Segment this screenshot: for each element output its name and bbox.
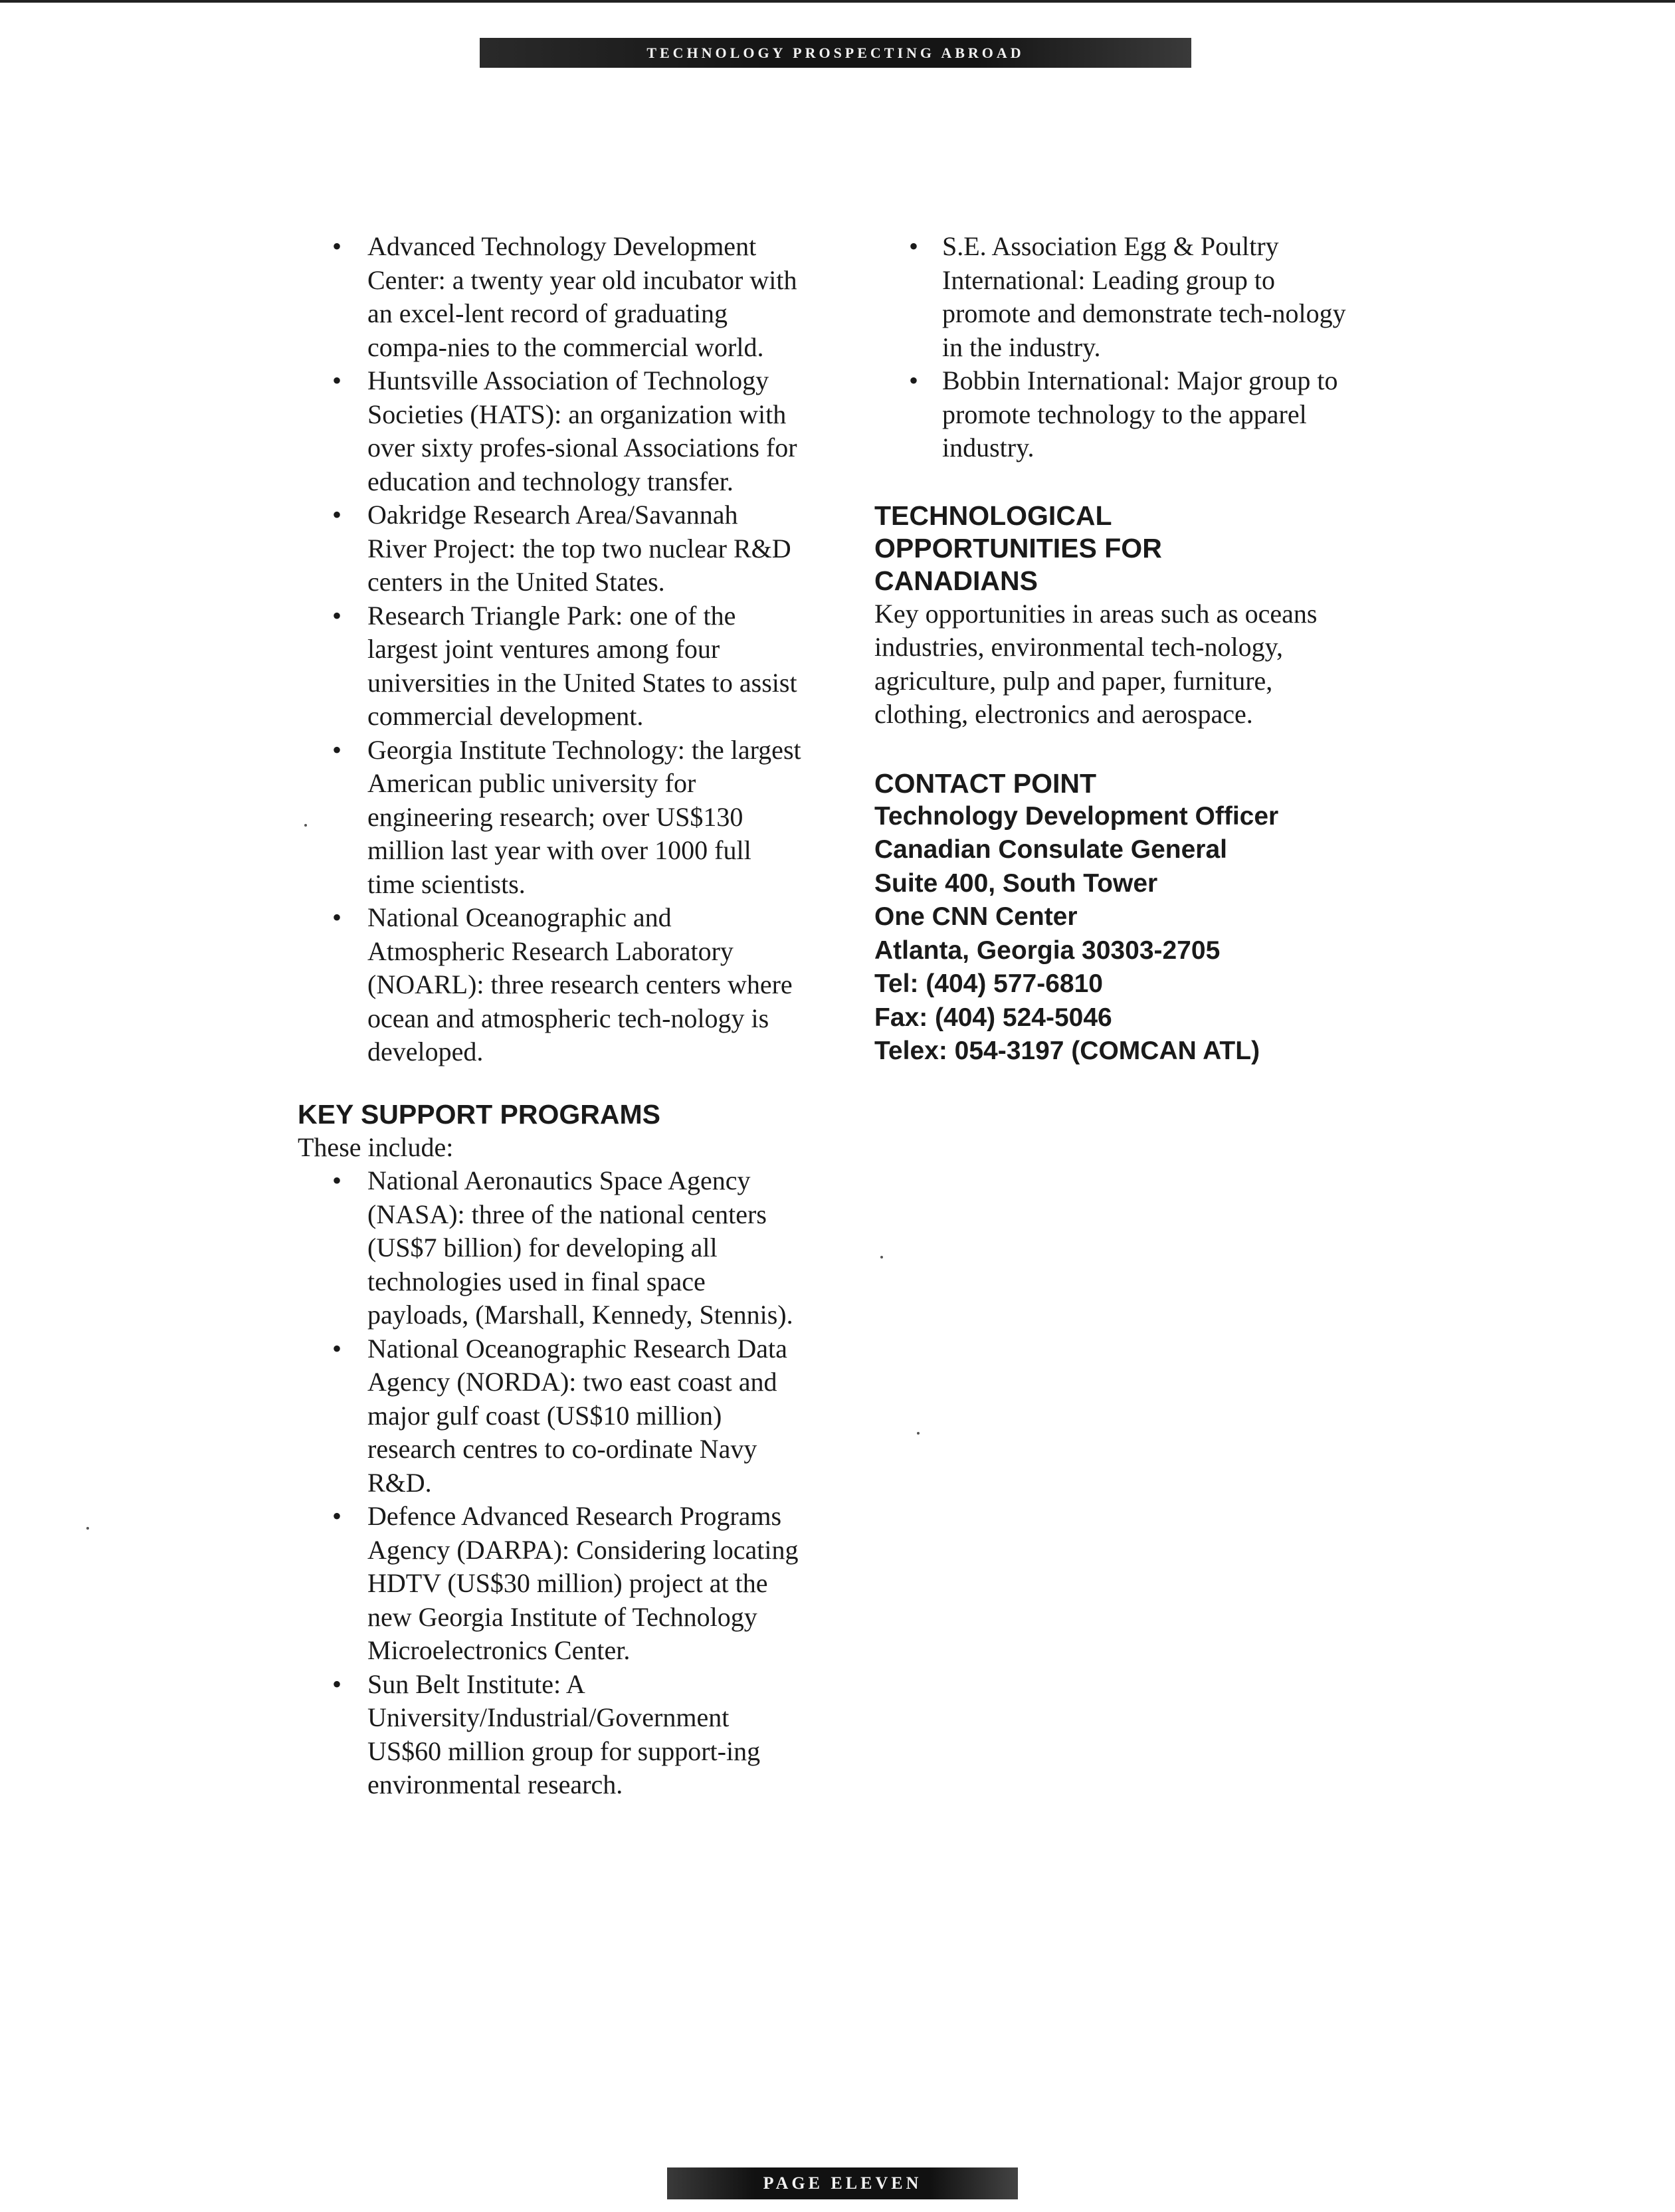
contact-line: Suite 400, South Tower [874, 868, 1158, 898]
list-item-text: Sun Belt Institute: A University/Industrial/Government US$60 million group for support-ing environmental research. [367, 1668, 761, 1799]
bullet-icon: • [332, 365, 342, 395]
list-item [298, 364, 803, 498]
list-item-text: Defence Advanced Research Programs Agency (DARPA): Considering locating HDTV (US$30 million) project at the new Georgia Institute of Technology Microelectronics Center. [367, 1501, 799, 1665]
tech-opportunities-heading [874, 500, 1366, 597]
list-item-text: Advanced Technology Development Center: a twenty year old incubator with an excel-lent record of graduating compa-nies to the commercial world. [367, 231, 797, 362]
list-item [298, 901, 803, 1069]
page-footer-bar [667, 2167, 1018, 2199]
bullet-icon: • [332, 902, 342, 932]
intro-bullet-list [298, 230, 803, 1069]
list-item-text: National Aeronautics Space Agency (NASA): three of the national centers (US$7 billion) for developing all technologies used in final space payloads, (Marshall, Kennedy, Stennis). [367, 1165, 793, 1330]
contact-line: Technology Development Officer [874, 801, 1279, 831]
list-item-text: Research Triangle Park: one of the largest joint ventures among four universities in the United States to assist commercial development. [367, 600, 797, 731]
key-support-intro: These include: [298, 1132, 454, 1162]
bullet-icon: • [909, 365, 919, 395]
scan-speck [917, 1432, 920, 1435]
list-item [298, 230, 803, 364]
contact-point-heading: CONTACT POINT [874, 767, 1097, 799]
contact-fax: Fax: (404) 524-5046 [874, 1003, 1112, 1032]
contact-line: Canadian Consulate General [874, 835, 1227, 864]
scan-speck [304, 824, 307, 827]
left-column [298, 230, 803, 1802]
bullet-icon: • [332, 1333, 342, 1363]
list-item [298, 599, 803, 734]
list-item-text: Georgia Institute Technology: the largest American public university for engineering research; over US$130 million last year with over 1000 full time scientists. [367, 734, 801, 899]
page-number-label: PAGE ELEVEN [763, 2173, 922, 2193]
contact-phone: Tel: (404) 577-6810 [874, 969, 1103, 998]
list-item-text: Huntsville Association of Technology Societies (HATS): an organization with over sixty profes-sional Associations for education and technology transfer. [367, 365, 797, 496]
bullet-icon: • [332, 1668, 342, 1699]
list-item-text: National Oceanographic and Atmospheric Research Laboratory (NOARL): three research centers where ocean and atmospheric tech-nology is developed. [367, 902, 793, 1066]
list-item-text: National Oceanographic Research Data Agency (NORDA): two east coast and major gulf coast (US$10 million) research centres to co-ordinate Navy R&D. [367, 1333, 787, 1498]
top-border-rule [0, 0, 1675, 3]
right-column [874, 230, 1366, 1068]
key-support-heading: KEY SUPPORT PROGRAMS [298, 1098, 660, 1130]
bullet-icon: • [332, 734, 342, 765]
bullet-icon: • [332, 1501, 342, 1531]
right-bullet-list [874, 230, 1366, 465]
list-item [874, 230, 1366, 364]
contact-address-block [874, 800, 1366, 1068]
bullet-icon: • [332, 231, 342, 261]
bullet-icon: • [909, 231, 919, 261]
tech-opportunities-text: Key opportunities in areas such as oceans industries, environmental tech-nology, agriculture, pulp and paper, furniture, clothing, electronics and aerospace. [874, 598, 1318, 729]
heading-line: TECHNOLOGICAL [874, 500, 1112, 531]
list-item [298, 734, 803, 902]
bullet-icon: • [332, 1165, 342, 1195]
scan-speck [86, 1527, 89, 1530]
contact-line: One CNN Center [874, 902, 1078, 931]
list-item [298, 498, 803, 599]
key-support-bullet-list [298, 1164, 803, 1802]
list-item [298, 1164, 803, 1332]
bullet-icon: • [332, 600, 342, 631]
list-item [298, 1332, 803, 1500]
contact-line: Atlanta, Georgia 30303-2705 [874, 936, 1221, 965]
list-item [298, 1668, 803, 1802]
list-item-text: Bobbin International: Major group to promote technology to the apparel industry. [942, 365, 1338, 462]
scan-speck [880, 1256, 883, 1258]
running-header-title: TECHNOLOGY PROSPECTING ABROAD [646, 44, 1025, 61]
heading-line: CANADIANS [874, 565, 1038, 596]
list-item [298, 1500, 803, 1668]
list-item [874, 364, 1366, 465]
list-item-text: S.E. Association Egg & Poultry International: Leading group to promote and demonstrate tech-nology in the industry. [942, 231, 1346, 362]
heading-line: OPPORTUNITIES FOR [874, 532, 1162, 563]
list-item-text: Oakridge Research Area/Savannah River Project: the top two nuclear R&D centers in the United States. [367, 500, 791, 597]
contact-telex: Telex: 054-3197 (COMCAN ATL) [874, 1037, 1260, 1065]
running-header-bar [480, 38, 1191, 68]
bullet-icon: • [332, 500, 342, 530]
